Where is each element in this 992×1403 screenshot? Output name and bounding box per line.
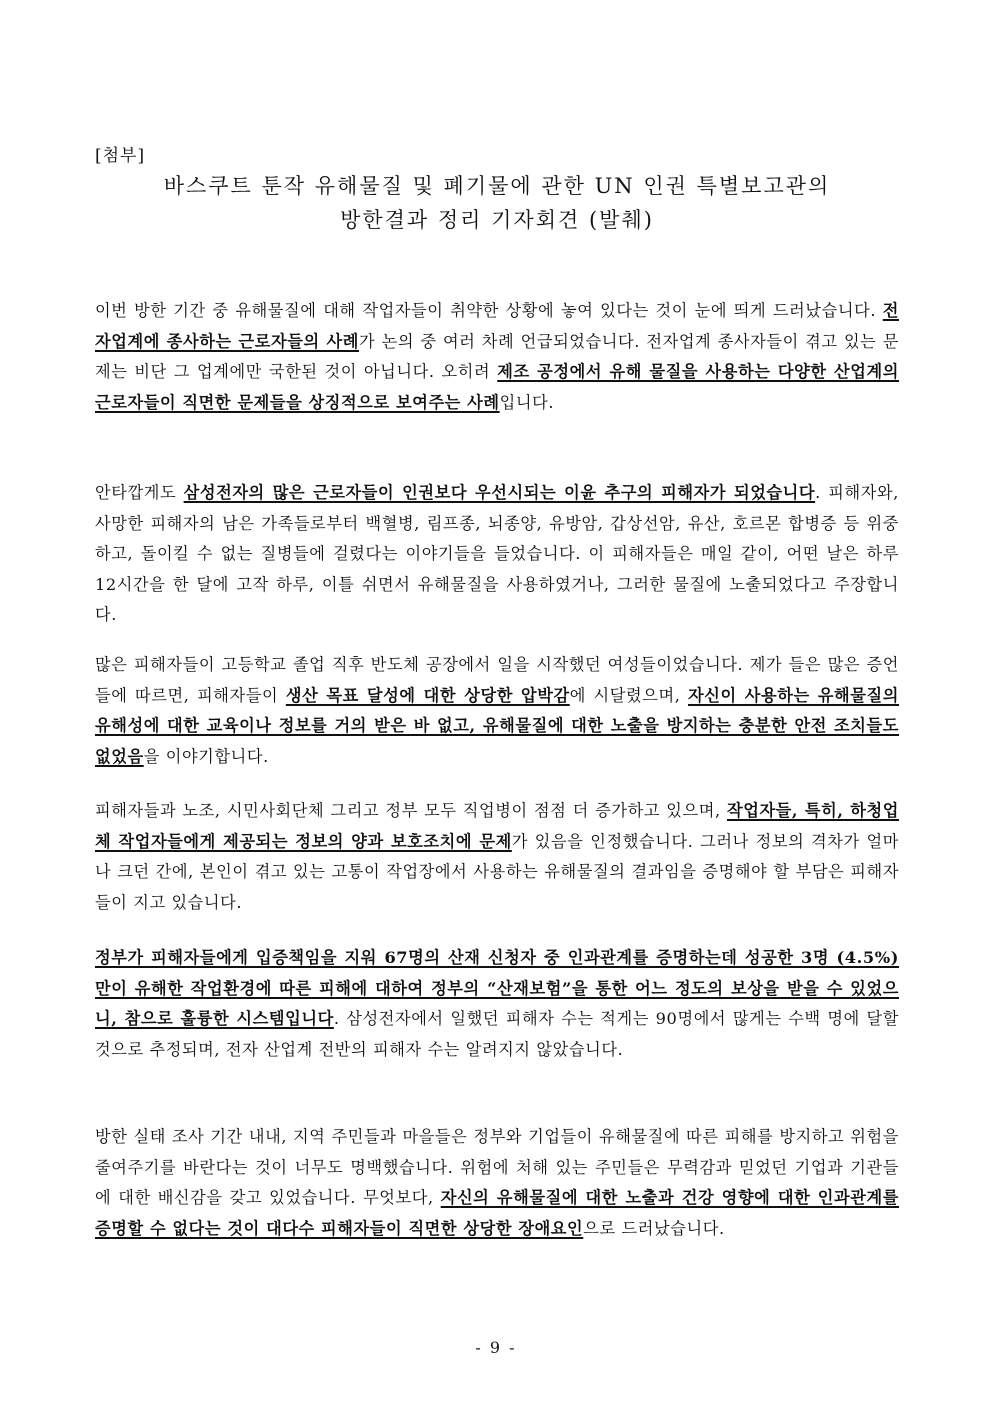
body-paragraph-2 <box>95 478 899 631</box>
body-paragraph-1 <box>95 296 899 418</box>
paragraph-text: 가 있음을 인정했습니다. 그러나 정보의 격차가 얼마나 크던 간에, 본인이 겪고 있는 고통이 작업장에서 사용하는 유해물질의 결과임을 증명해야 할 부담은 피해자들이 지고 있습니다. <box>95 831 899 912</box>
body-paragraph-6 <box>95 1122 899 1244</box>
paragraph-text: 피해자들과 노조, 시민사회단체 그리고 정부 모두 직업병이 점점 더 증가하고 있으며, <box>95 801 727 820</box>
document-title-line2: 방한결과 정리 기자회견 (발췌) <box>340 208 654 232</box>
paragraph-text: 을 이야기합니다. <box>143 746 269 766</box>
paragraph-text: . 피해자와, 사망한 피해자의 남은 가족들로부터 백혈병, 림프종, 뇌종양, 유방암, 갑상선암, 유산, 호르몬 합병증 등 위중하고, 돌이킬 수 없는 질병들에 걸렸다는 이야기들을 들었습니다. 이 피해자들은 매일 같이, 어떤 날은 하루 12시간을 한 달에 고작 하루, 이틀 쉬면서 유해물질을 사용하였거나, 그러한 물질에 노출되었다고 주장합니다. <box>95 483 899 624</box>
document-title-line1: 바스쿠트 툰작 유해물질 및 폐기물에 관한 UN 인권 특별보고관의 <box>163 174 831 198</box>
highlighted-text: 전자업계에 종사하는 근로자들의 사례 <box>95 301 899 351</box>
paragraph-text: 에 시달렸으며, <box>569 685 689 705</box>
paragraph-text: 이번 방한 기간 중 유해물질에 대해 작업자들이 취약한 상황에 놓여 있다는 것이 눈에 띄게 드러났습니다. <box>95 301 883 320</box>
paragraph-text: 으로 드러났습니다. <box>583 1218 725 1238</box>
paragraph-text: 많은 피해자들이 고등학교 졸업 직후 반도체 공장에서 일을 시작했던 여성들이었습니다. 제가 들은 많은 증언들에 따르면, 피해자들이 <box>95 655 899 705</box>
paragraph-text: 가 논의 중 여러 차례 언급되었습니다. 전자업계 종사자들이 겪고 있는 문제는 비단 그 업계에만 국한된 것이 아닙니다. 오히려 <box>95 331 899 381</box>
paragraph-text: 방한 실태 조사 기간 내내, 지역 주민들과 마을들은 정부와 기업들이 유해물질에 따른 피해를 방지하고 위험을 줄여주기를 바란다는 것이 너무도 명백했습니다. 위험에 처해 있는 주민들은 무력감과 믿었던 기업과 기관들에 대한 배신감을 갖고 있었습니다. 무엇보다, <box>95 1127 899 1207</box>
attachment-tag: [첨부] <box>95 146 146 166</box>
highlighted-text: 생산 목표 달성에 대한 상당한 압박감 <box>285 685 570 705</box>
highlighted-text: 자신이 사용하는 유해물질의 유해성에 대한 교육이나 정보를 거의 받은 바 없고, 유해물질에 대한 노출을 방지하는 충분한 안전 조치들도 없었음 <box>95 685 899 766</box>
body-paragraph-4 <box>95 796 899 918</box>
paragraph-text: . 삼성전자에서 일했던 피해자 수는 적게는 90명에서 많게는 수백 명에 달할 것으로 추정되며, 전자 산업계 전반의 피해자 수는 알려지지 않았습니다. <box>95 1009 900 1059</box>
paragraph-text: 입니다. <box>499 392 555 412</box>
page-number: - 9 - <box>475 1338 517 1357</box>
highlighted-text: 제조 공정에서 유해 물질을 사용하는 다양한 산업계의 근로자들이 직면한 문제들을 상징적으로 보여주는 사례 <box>95 362 899 412</box>
highlighted-text: 삼성전자의 많은 근로자들이 인권보다 우선시되는 이윤 추구의 피해자가 되었습니다 <box>183 483 816 502</box>
highlighted-text: 작업자들, 특히, 하청업체 작업자들에게 제공되는 정보의 양과 보호조치에 문제 <box>95 801 899 851</box>
paragraph-text: 안타깝게도 <box>95 483 184 502</box>
highlighted-text: 정부가 피해자들에게 입증책임을 지워 67명의 산재 신청자 중 인과관계를 증명하는데 성공한 3명 (4.5%)만이 유해한 작업환경에 따른 피해에 대하여 정부의 “산재보험”을 통한 어느 정도의 보상을 받을 수 있었으니, 참으로 훌륭한 시스템입니다 <box>95 948 899 1028</box>
body-paragraph-3 <box>95 650 899 772</box>
highlighted-text: 자신의 유해물질에 대한 노출과 건강 영향에 대한 인과관계를 증명할 수 없다는 것이 대다수 피해자들이 직면한 상당한 장애요인 <box>95 1188 899 1238</box>
body-paragraph-5 <box>95 943 899 1065</box>
